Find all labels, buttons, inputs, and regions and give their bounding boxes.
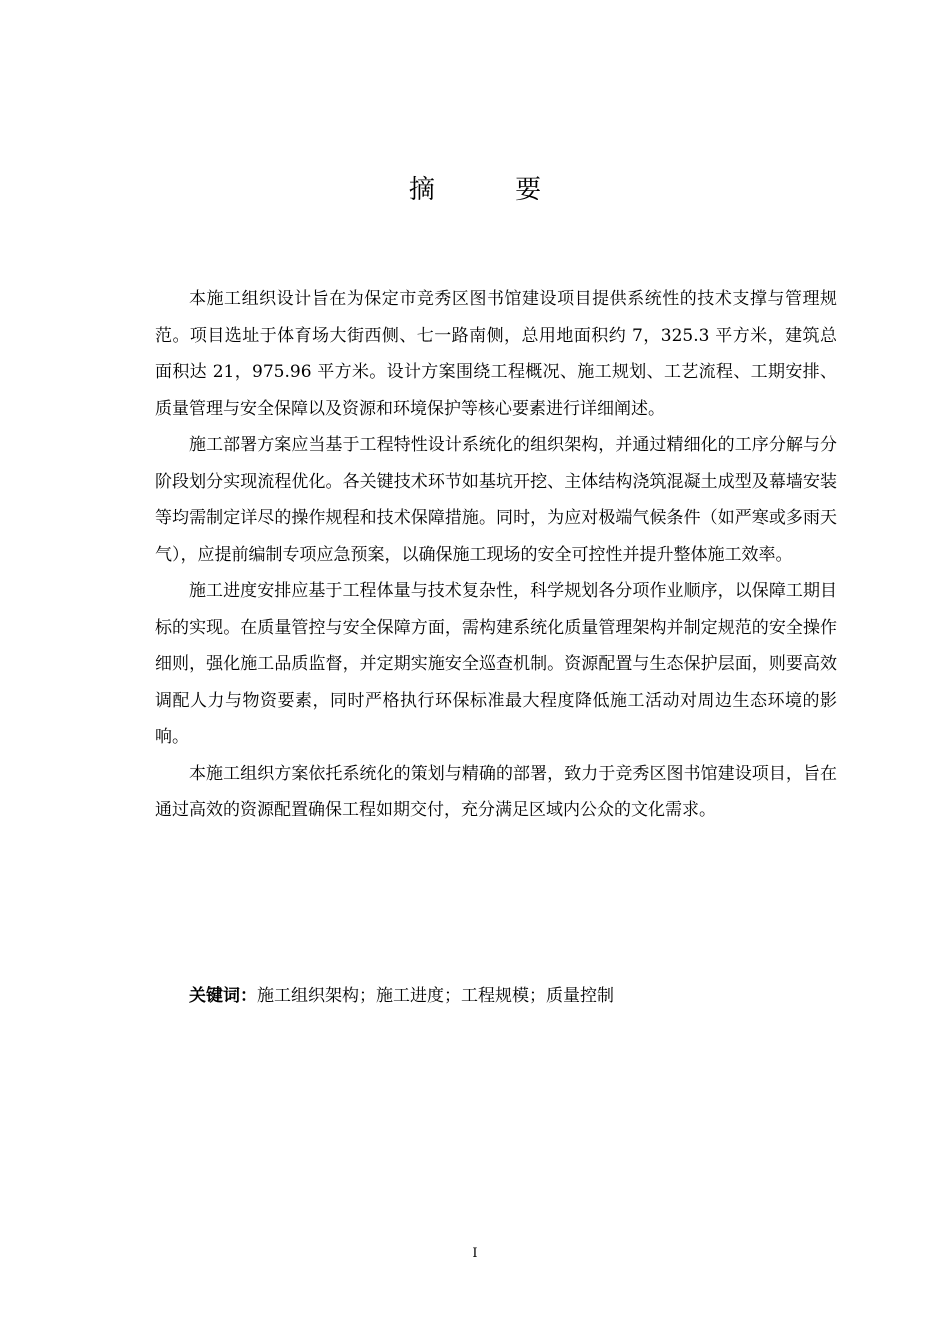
keywords-label: 关键词：: [189, 986, 257, 1006]
page-number: I: [472, 1246, 478, 1261]
abstract-paragraph-2: 施工部署方案应当基于工程特性设计系统化的组织架构，并通过精细化的工序分解与分阶段划分实现流程优化。各关键技术环节如基坑开挖、主体结构浇筑混凝土成型及幕墙安装等均需制定详尽的操作规程和技术保障措施。同时，为应对极端气候条件（如严寒或多雨天气），应提前编制专项应急预案，以确保施工现场的安全可控性并提升整体施工效率。: [155, 435, 837, 565]
abstract-paragraph-1: 本施工组织设计旨在为保定市竞秀区图书馆建设项目提供系统性的技术支撑与管理规范。项目选址于体育场大街西侧、七一路南侧，总用地面积约 7，325.3 平方米，建筑总面积达 21，975.96 平方米。设计方案围绕工程概况、施工规划、工艺流程、工期安排、质量管理与安全保障以及资源和环境保护等核心要素进行详细阐述。: [155, 289, 837, 419]
keywords-line: [189, 979, 829, 1013]
abstract-paragraph-4: 本施工组织方案依托系统化的策划与精确的部署，致力于竞秀区图书馆建设项目，旨在通过高效的资源配置确保工程如期交付，充分满足区域内公众的文化需求。: [155, 763, 837, 820]
abstract-paragraph-3: 施工进度安排应基于工程体量与技术复杂性，科学规划各分项作业顺序，以保障工期目标的实现。在质量管控与安全保障方面，需构建系统化质量管理架构并制定规范的安全操作细则，强化施工品质监督，并定期实施安全巡查机制。资源配置与生态保护层面，则要高效调配人力与物资要素，同时严格执行环保标准最大程度降低施工活动对周边生态环境的影响。: [155, 581, 837, 747]
abstract-body: [155, 281, 837, 829]
keywords-text: 施工组织架构；施工进度；工程规模；质量控制: [257, 986, 614, 1006]
page-title: 摘 要: [408, 175, 578, 205]
